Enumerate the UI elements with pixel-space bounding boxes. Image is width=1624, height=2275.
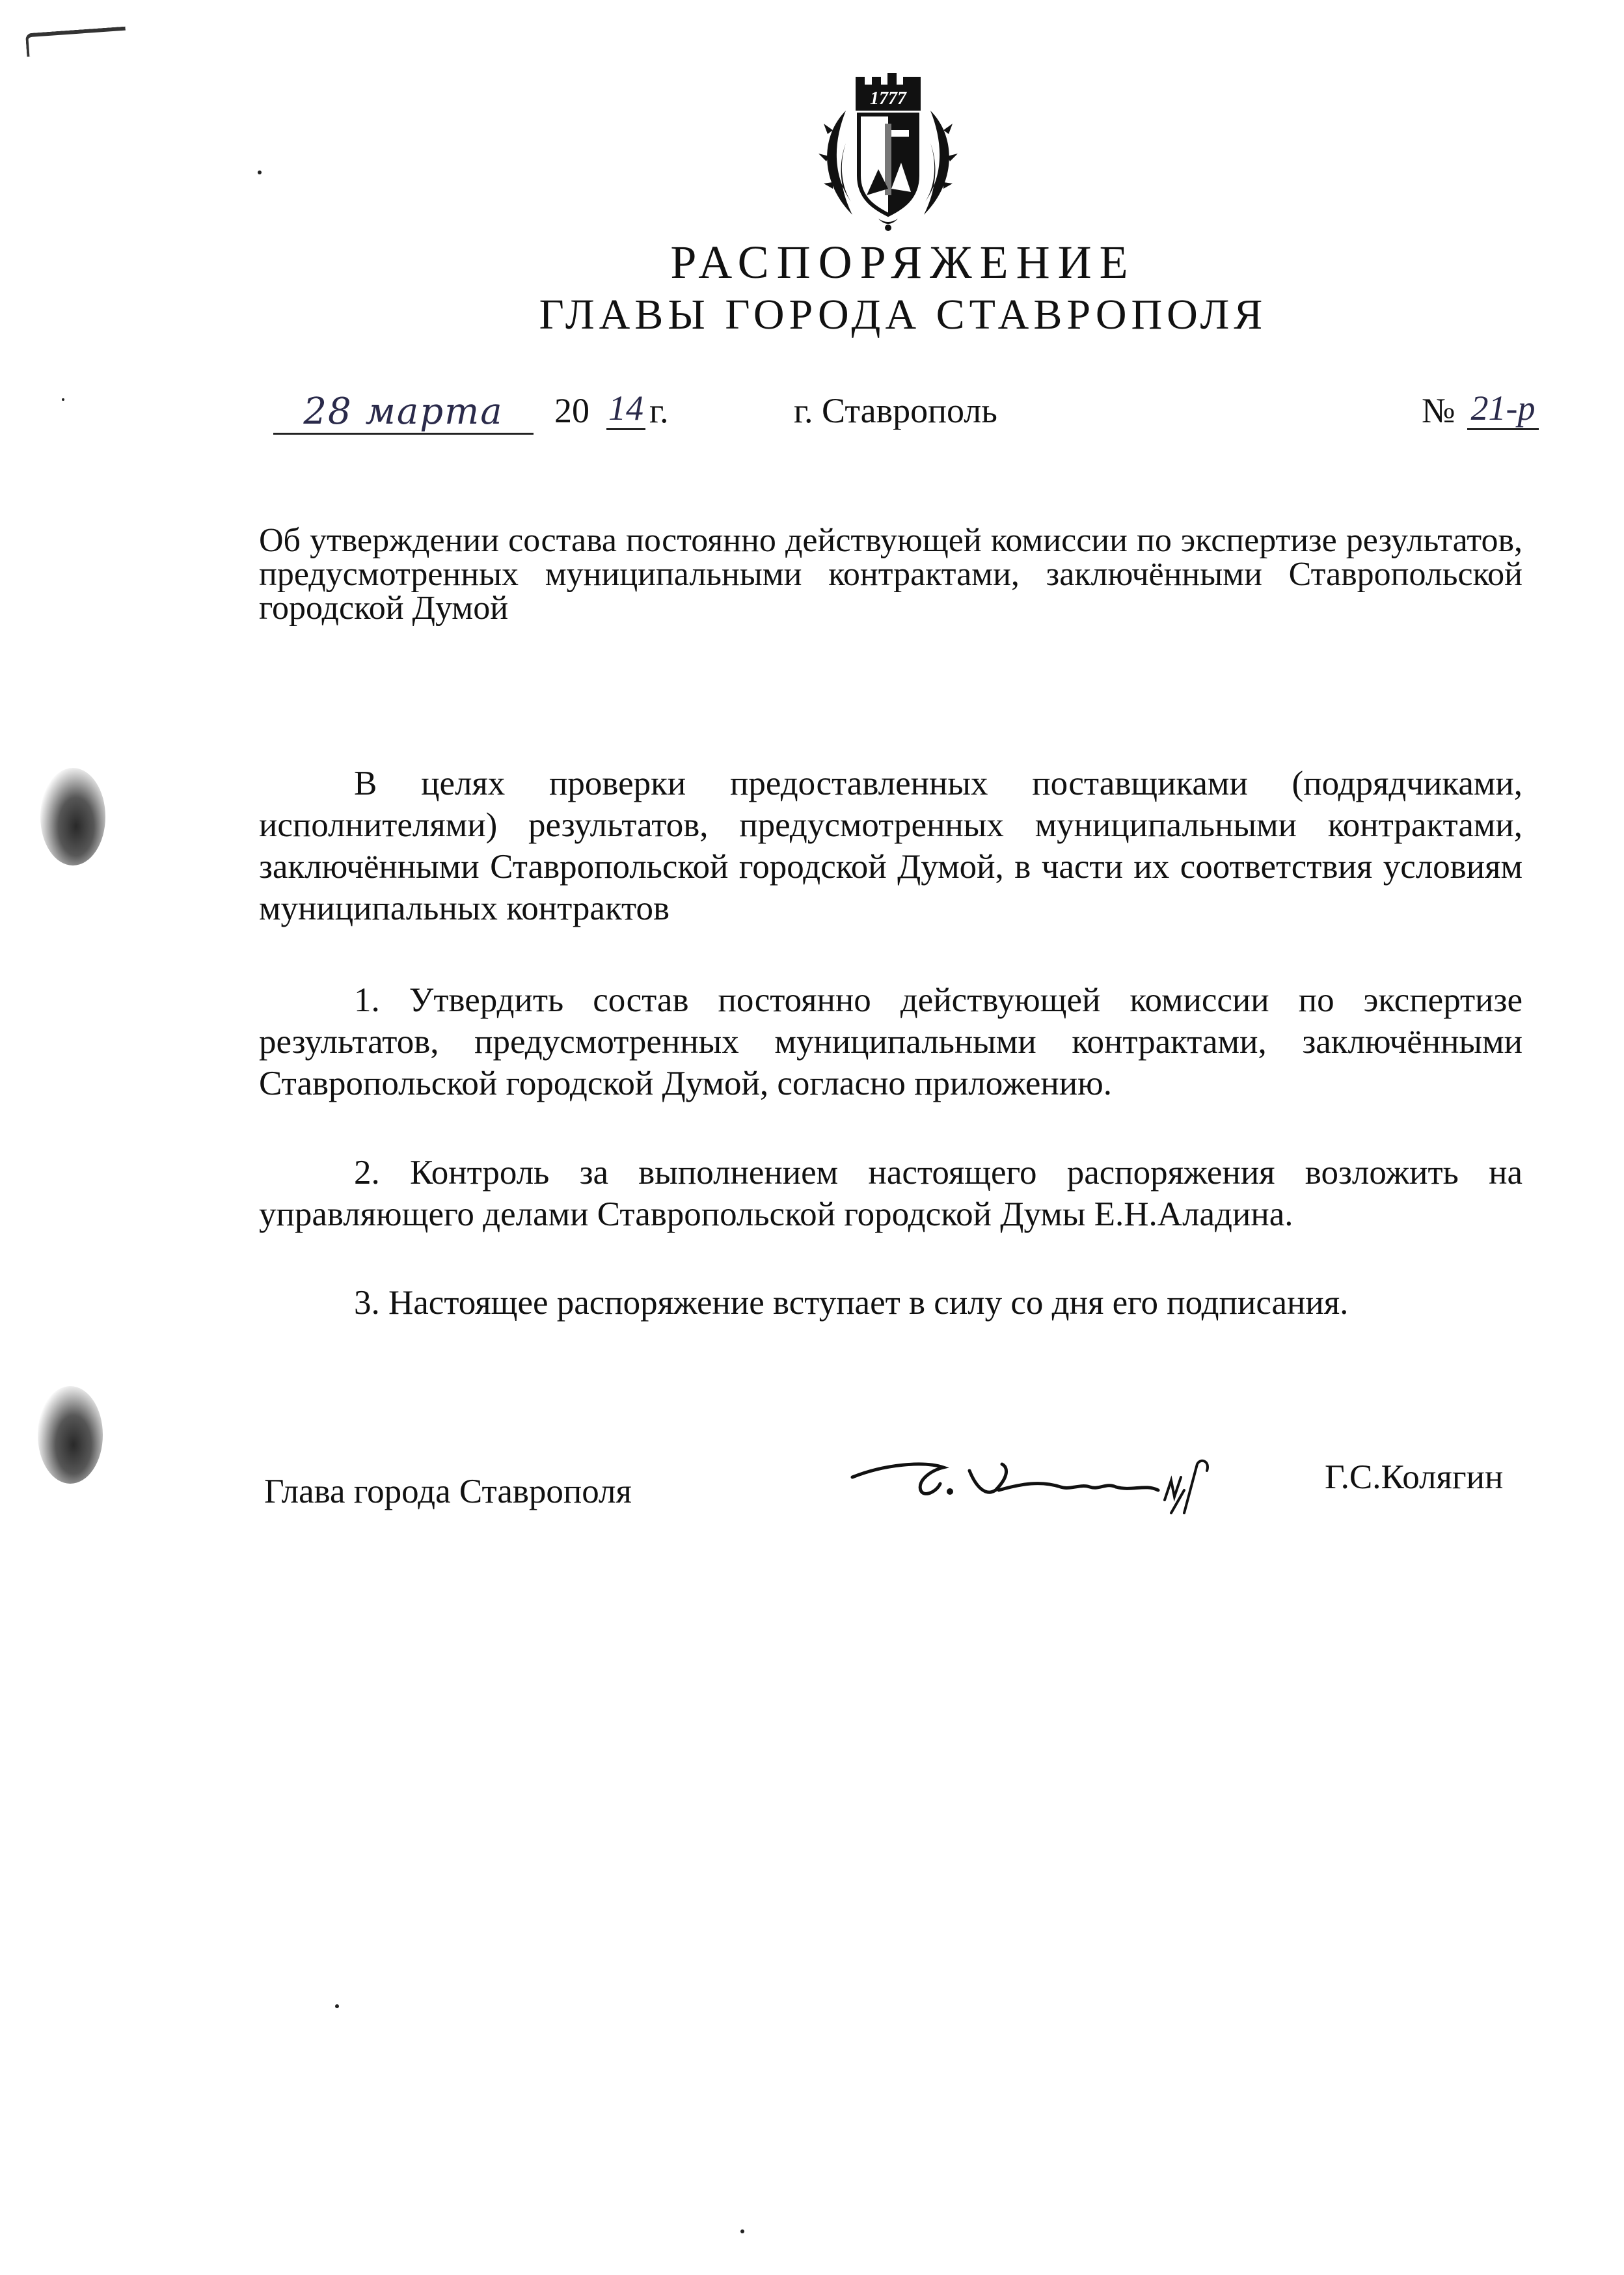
handwritten-document-number: 21-р bbox=[1467, 388, 1539, 430]
city-coat-of-arms-emblem bbox=[807, 65, 969, 234]
signatory-position: Глава города Ставрополя bbox=[264, 1473, 632, 1510]
handwritten-year-suffix: 14 bbox=[606, 388, 645, 430]
handwritten-date: 28 марта bbox=[273, 390, 534, 435]
scan-speck bbox=[740, 2229, 744, 2233]
emblem-year-text: 1777 bbox=[870, 89, 906, 109]
handwritten-signature bbox=[846, 1451, 1223, 1529]
document-subtitle: ГЛАВЫ ГОРОДА СТАВРОПОЛЯ bbox=[539, 291, 1267, 338]
signature-block bbox=[260, 1458, 1536, 1542]
year-prefix: 20 bbox=[554, 391, 589, 430]
order-item-3: 3. Настоящее распоряжение вступает в силу со дня его подписания. bbox=[354, 1284, 1349, 1322]
punch-hole-top bbox=[40, 768, 105, 865]
scan-speck bbox=[258, 170, 262, 174]
document-meta-row bbox=[260, 390, 1536, 443]
scan-speck bbox=[335, 2004, 339, 2008]
document-subject: Об утверждении состава постоянно действующей комиссии по экспертизе результатов, предусмотренных муниципальными контрактами, заключёнными Ставропольской городской Думой bbox=[259, 522, 1522, 627]
punch-hole-bottom bbox=[38, 1386, 103, 1484]
intro-paragraph: В целях проверки предоставленных поставщиками (подрядчиками, исполнителями) результатов, предусмотренных муниципальными контрактами, заключёнными Ставропольской городской Думой, в части их соответствия условиям муниципальных контрактов bbox=[259, 765, 1522, 927]
order-item-1: 1. Утвердить состав постоянно действующей комиссии по экспертизе результатов, предусмотренных муниципальными контрактами, заключёнными Ставропольской городской Думой, согласно приложению. bbox=[259, 981, 1522, 1102]
order-item-2: 2. Контроль за выполнением настоящего распоряжения возложить на управляющего делами Ставропольской городской Думы Е.Н.Аладина. bbox=[259, 1154, 1522, 1233]
document-number-label: № bbox=[1422, 391, 1455, 430]
staple-mark bbox=[25, 27, 127, 57]
scan-speck bbox=[62, 398, 64, 401]
document-title: РАСПОРЯЖЕНИЕ bbox=[670, 236, 1136, 288]
document-city: г. Ставрополь bbox=[794, 391, 997, 430]
year-unit: г. bbox=[649, 391, 669, 430]
signatory-name: Г.С.Колягин bbox=[1325, 1458, 1504, 1496]
